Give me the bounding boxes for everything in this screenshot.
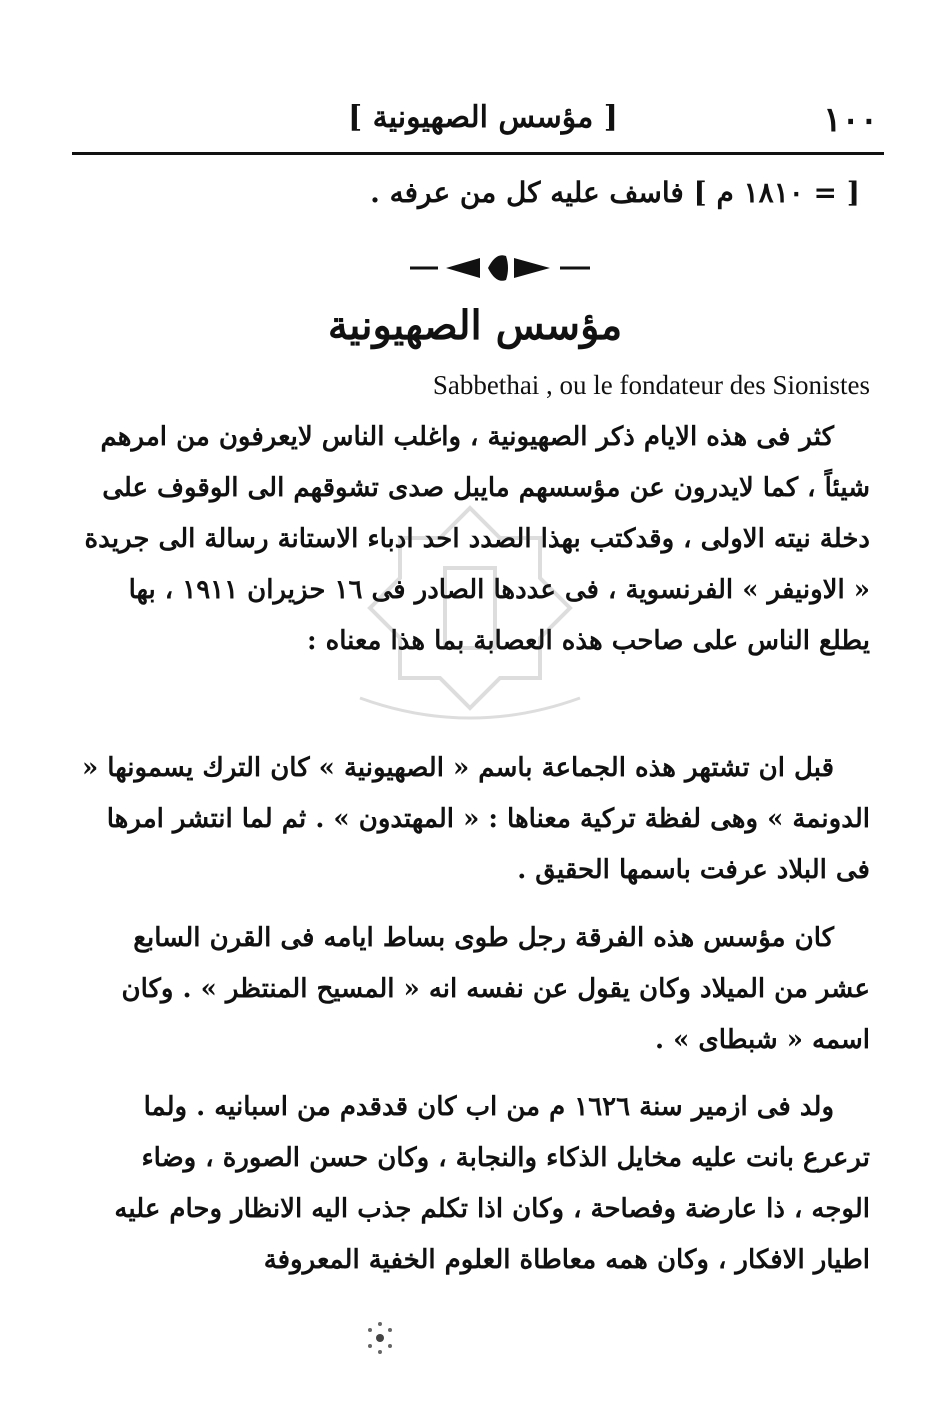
footer-ornament-icon <box>360 1318 400 1358</box>
paragraph-text: قبل ان تشتهر هذه الجماعة باسم « الصهيونية » كان الترك يسمونها « الدونمة » وهى لفظة تركية معناها : « المهتدون » . ثم لما انتشر امرها فى البلاد عرفت باسمها الحقيق . <box>82 753 870 885</box>
carry-over-line: [ = ١٨١٠ م ] فاسف عليه كل من عرفه . <box>370 176 860 209</box>
page-number: ١٠٠ <box>823 100 878 140</box>
paragraph-3 <box>80 913 870 1066</box>
decorative-divider-icon <box>410 248 590 288</box>
running-title: [ مؤسس الصهيونية ] <box>347 100 618 135</box>
latin-subtitle: Sabbethai , ou le fondateur des Sionistes <box>432 370 870 400</box>
paragraph-1 <box>80 412 870 667</box>
paragraph-text: كثر فى هذه الايام ذكر الصهيونية ، واغلب الناس لايعرفون من امرهم شيئاً ، كما لايدرون عن مؤسسهم مايبل صدى تشوقهم الى الوقوف على دخلة نيته الاولى ، وقدكتب بهذا الصدد احد ادباء الاستانة رسالة الى جريدة « الاونيفر » الفرنسوية ، فى عددها الصادر فى ١٦ حزيران ١٩١١ ، بها يطلع الناس على صاحب هذه العصابة بما هذا معناه : <box>84 422 870 656</box>
header-rule <box>72 152 884 155</box>
paragraph-4 <box>80 1082 870 1286</box>
running-header <box>72 92 878 152</box>
paragraph-text: كان مؤسس هذه الفرقة رجل طوى بساط ايامه فى القرن السابع عشر من الميلاد وكان يقول عن نفسه انه « المسيح المنتظر » . وكان اسمه « شبطاى » . <box>121 923 870 1055</box>
paragraph-2 <box>80 743 870 896</box>
chapter-title: مؤسس الصهيونية <box>327 302 623 349</box>
paragraph-text: ولد فى ازمير سنة ١٦٢٦ م من اب كان قدقدم من اسبانيه . ولما ترعرع بانت عليه مخايل الذكاء والنجابة ، وكان حسن الصورة ، وضاء الوجه ، ذا عارضة وفصاحة ، وكان اذا تكلم جذب اليه الانظار وحام عليه اطيار الافكار ، وكان همه معاطاة العلوم الخفية المعروفة <box>114 1092 870 1275</box>
